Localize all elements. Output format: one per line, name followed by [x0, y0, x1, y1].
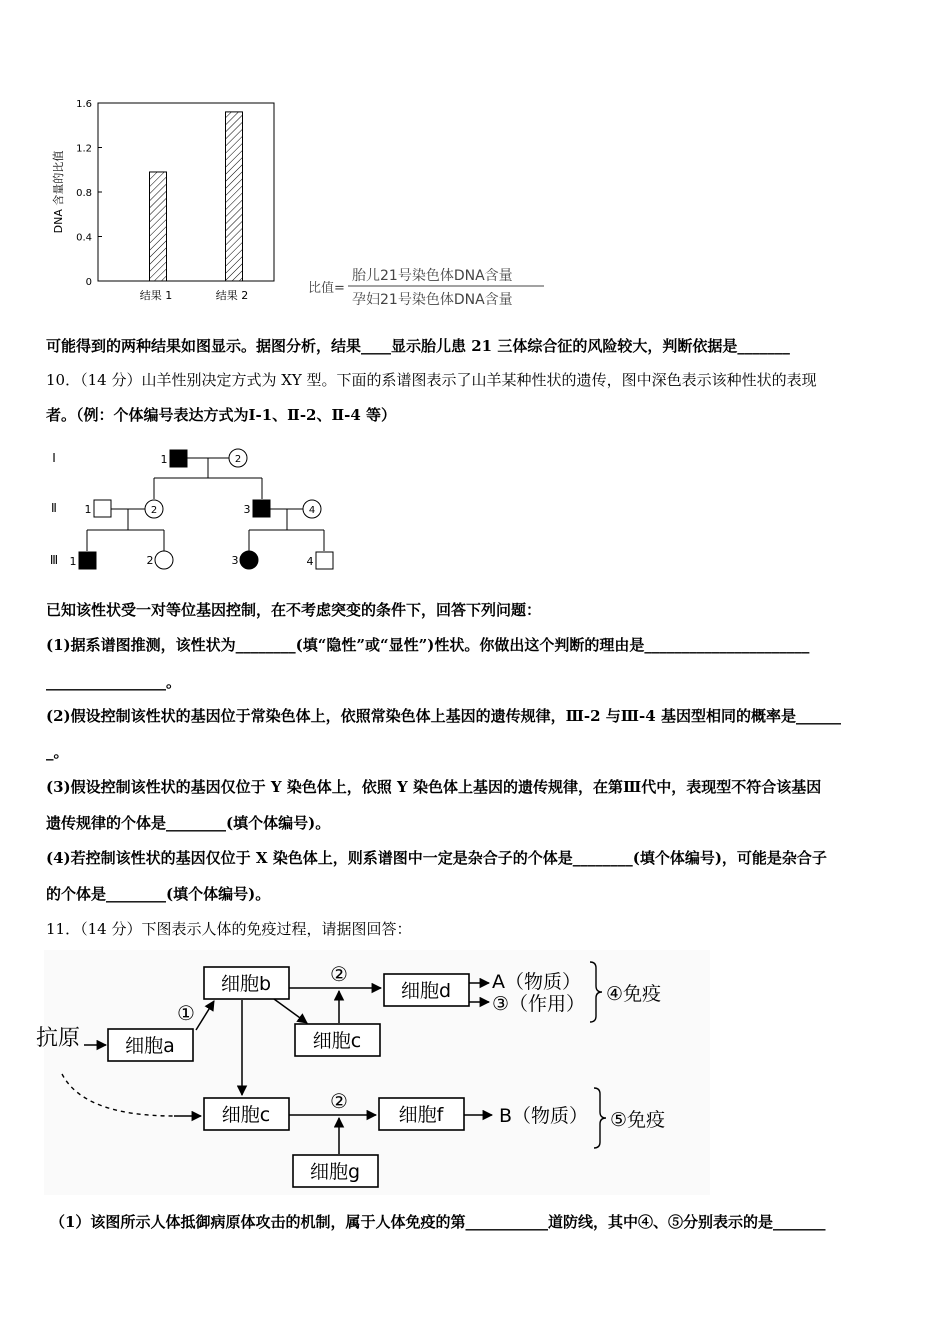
y-tick-label-0: 0: [85, 277, 92, 288]
x-tick-label-1: 结果 1: [139, 289, 173, 302]
q11-title: 11．（14 分）下图表示人体的免疫过程，请据图回答：: [46, 920, 412, 938]
y-tick-label-4: 1.6: [76, 99, 92, 110]
q10-line1: 10．（14 分）山羊性别决定方式为 XY 型。下面的系谱图表示了山羊某种性状的遗传，图中深色表示该种性状的表现: [46, 371, 817, 389]
antigen-label: 抗原: [35, 1026, 81, 1051]
q10-intro: 已知该性状受一对等位基因控制，在不考虑突变的条件下，回答下列问题：: [46, 601, 542, 619]
pedigree-III-1: [79, 552, 96, 569]
chart-frame: [98, 103, 274, 281]
pedigree-I-1: [170, 450, 187, 467]
pedigree-III-4: [316, 552, 333, 569]
cell-c-bottom-label: 细胞c: [221, 1104, 271, 1126]
cell-b-label: 细胞b: [220, 973, 272, 995]
y-tick-label-1: 0.4: [76, 232, 92, 244]
cell-g-label: 细胞g: [309, 1161, 361, 1183]
cell-f-label: 细胞f: [398, 1104, 444, 1126]
q10-part1-line1: (1)据系谱图推测，该性状为________(填“隐性”或“显性”)性状。你做出这个判断的理由是______________________: [46, 636, 810, 654]
q10-part4-line1: (4)若控制该性状的基因仅位于 X 染色体上，则系谱图中一定是杂合子的个体是________(填个体编号)，可能是杂合子: [46, 849, 827, 867]
bar-2: [226, 112, 243, 281]
output-b-label: B（物质）: [499, 1105, 589, 1127]
step-2a-label: ②: [330, 962, 348, 986]
x-tick-label-2: 结果 2: [215, 289, 249, 302]
q10-part2-line2: _。: [46, 743, 69, 761]
cell-c-top-label: 细胞c: [312, 1030, 362, 1052]
y-tick-label-2: 0.8: [76, 188, 92, 199]
bar-1: [150, 172, 167, 281]
pedigree-III-1-label: 1: [69, 555, 77, 568]
output-a-label: A（物质）: [492, 971, 581, 993]
pedigree-II-1-label: 1: [84, 503, 92, 516]
step-1-label: ①: [177, 1001, 195, 1025]
formula-denominator: 孕妇21号染色体DNA含量: [352, 292, 513, 308]
formula-prefix: 比值=: [308, 281, 345, 296]
pedigree-II-4-label: 4: [308, 505, 316, 516]
q10-part2-line1: (2)假设控制该性状的基因位于常染色体上，依照常染色体上基因的遗传规律，Ⅲ-2 与Ⅲ-4 基因型相同的概率是______: [46, 707, 841, 725]
q9-result-text: 可能得到的两种结果如图显示。据图分析，结果____显示胎儿患 21 三体综合征的风险较大，判断依据是_______: [46, 337, 790, 355]
pedigree-III-4-label: 4: [306, 555, 314, 568]
q10-part3-line1: (3)假设控制该性状的基因仅位于 Y 染色体上，依照 Y 染色体上基因的遗传规律，在第Ⅲ代中，表现型不符合该基因: [46, 778, 822, 796]
pedigree-II-3-label: 3: [243, 503, 251, 516]
pedigree-III-2-label: 2: [146, 554, 154, 567]
pedigree-II-1: [94, 500, 111, 517]
immune-process-diagram: [35, 950, 710, 1195]
gen-label-1: Ⅰ: [52, 451, 56, 465]
pedigree-III-3-label: 3: [231, 554, 239, 567]
pedigree-III-3: [240, 551, 258, 569]
gen-label-3: Ⅲ: [49, 553, 59, 567]
pedigree-II-2-label: 2: [150, 505, 158, 516]
pedigree-chart: [40, 440, 360, 580]
formula-numerator: 胎儿21号染色体DNA含量: [352, 268, 513, 284]
pedigree-I-1-label: 1: [160, 453, 168, 466]
pedigree-III-2: [155, 551, 173, 569]
dna-ratio-chart: [50, 95, 560, 320]
q10-part4-line2: 的个体是________(填个体编号)。: [46, 885, 271, 903]
pedigree-II-3: [253, 500, 270, 517]
y-axis-label: DNA 含量的比值: [52, 150, 65, 234]
y-tick-label-3: 1.2: [76, 143, 92, 155]
q10-line2: 者。（例：个体编号表达方式为Ⅰ-1、Ⅱ-2、Ⅱ-4 等）: [46, 406, 397, 424]
pedigree-I-2-label: 2: [234, 454, 242, 465]
step-2b-label: ②: [330, 1089, 348, 1113]
q10-part3-line2: 遗传规律的个体是________(填个体编号)。: [46, 814, 331, 832]
q10-part1-line2: ________________。: [46, 673, 182, 691]
q11-part1: （1）该图所示人体抵御病原体攻击的机制，属于人体免疫的第___________道防线，其中④、⑤分别表示的是_______: [50, 1213, 826, 1231]
immunity-4-label: ④免疫: [606, 983, 662, 1005]
cell-a-label: 细胞a: [125, 1035, 175, 1057]
immunity-5-label: ⑤免疫: [610, 1109, 666, 1131]
cell-d-label: 细胞d: [400, 980, 452, 1002]
chart-root: [51, 99, 544, 308]
gen-label-2: Ⅱ: [51, 501, 57, 515]
output-3-label: ③（作用）: [492, 993, 586, 1015]
